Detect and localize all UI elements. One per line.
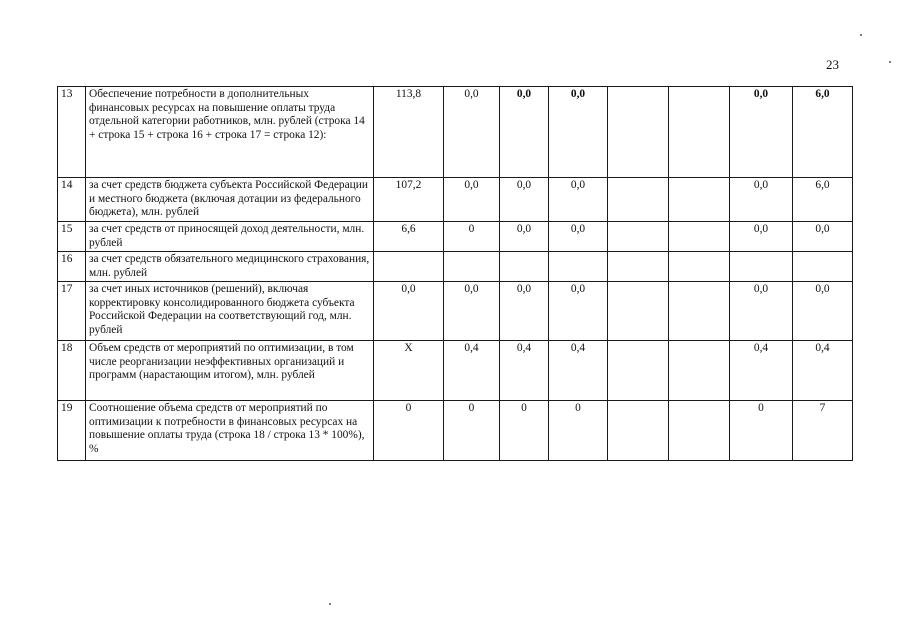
row-description: за счет средств обязательного медицинского страхования, млн. рублей — [86, 252, 374, 282]
value-cell: 0,0 — [374, 282, 444, 341]
table-row-15 — [58, 222, 853, 252]
value-cell: 0,0 — [549, 178, 608, 222]
value-cell — [444, 252, 500, 282]
value-cell — [730, 252, 793, 282]
value-cell: 7 — [793, 401, 853, 461]
value-cell: 0,0 — [500, 87, 549, 178]
value-cell — [793, 252, 853, 282]
value-cell — [669, 87, 730, 178]
value-cell: 0 — [500, 401, 549, 461]
row-description: Соотношение объема средств от мероприятий по оптимизации к потребности в финансовых ресурсах на повышение оплаты труда (строка 18 / строка 13 * 100%), % — [86, 401, 374, 461]
value-cell: 113,8 — [374, 87, 444, 178]
value-cell: 0,0 — [444, 87, 500, 178]
value-cell — [500, 252, 549, 282]
value-cell: 0 — [444, 222, 500, 252]
value-cell — [608, 401, 669, 461]
value-cell: 0,0 — [730, 87, 793, 178]
value-cell: 0,0 — [500, 222, 549, 252]
value-cell: 0,0 — [444, 282, 500, 341]
table-row-19 — [58, 401, 853, 461]
table-row-17 — [58, 282, 853, 341]
row-number: 14 — [58, 178, 86, 222]
row-number: 19 — [58, 401, 86, 461]
value-cell: 0,4 — [500, 341, 549, 401]
value-cell: 0 — [549, 401, 608, 461]
row-description: Объем средств от мероприятий по оптимизации, в том числе реорганизации неэффективных организаций и программ (нарастающим итогом), млн. рублей — [86, 341, 374, 401]
value-cell: 6,0 — [793, 87, 853, 178]
value-cell: 0,0 — [549, 282, 608, 341]
row-number: 16 — [58, 252, 86, 282]
scan-speck — [329, 603, 331, 605]
value-cell: 0,0 — [793, 222, 853, 252]
value-cell: 0,0 — [444, 178, 500, 222]
value-cell — [608, 87, 669, 178]
value-cell: 0,4 — [793, 341, 853, 401]
value-cell — [669, 222, 730, 252]
page-number: 23 — [826, 57, 839, 72]
table-row-14 — [58, 178, 853, 222]
row-description: за счет иных источников (решений), включая корректировку консолидированного бюджета субъекта Российской Федерации на соответствующий год, млн. рублей — [86, 282, 374, 341]
scan-speck — [860, 34, 862, 36]
row-number: 17 — [58, 282, 86, 341]
value-cell: 0 — [730, 401, 793, 461]
value-cell — [669, 282, 730, 341]
row-number: 13 — [58, 87, 86, 178]
value-cell — [608, 222, 669, 252]
row-description: Обеспечение потребности в дополнительных финансовых ресурсах на повышение оплаты труда отдельной категории работников, млн. рублей (строка 14 + строка 15 + строка 16 + строка 17 = строка 12): — [86, 87, 374, 178]
value-cell: 0 — [444, 401, 500, 461]
value-cell: 0,0 — [549, 87, 608, 178]
table-row-16 — [58, 252, 853, 282]
value-cell: 0,0 — [730, 178, 793, 222]
value-cell: 6,6 — [374, 222, 444, 252]
financing-table — [57, 86, 853, 461]
value-cell: 0,4 — [549, 341, 608, 401]
row-description: за счет средств от приносящей доход деятельности, млн. рублей — [86, 222, 374, 252]
value-cell — [549, 252, 608, 282]
value-cell — [608, 252, 669, 282]
value-cell: 0,0 — [730, 282, 793, 341]
value-cell: 107,2 — [374, 178, 444, 222]
table-row-13 — [58, 87, 853, 178]
value-cell: 0,4 — [444, 341, 500, 401]
value-cell: 0,0 — [549, 222, 608, 252]
value-cell: 0,0 — [793, 282, 853, 341]
value-cell — [669, 341, 730, 401]
value-cell: 0 — [374, 401, 444, 461]
value-cell: 0,4 — [730, 341, 793, 401]
row-number: 15 — [58, 222, 86, 252]
value-cell: Х — [374, 341, 444, 401]
table-row-18 — [58, 341, 853, 401]
value-cell — [608, 178, 669, 222]
value-cell: 0,0 — [500, 178, 549, 222]
value-cell: 0,0 — [500, 282, 549, 341]
value-cell — [669, 178, 730, 222]
value-cell: 0,0 — [730, 222, 793, 252]
value-cell: 6,0 — [793, 178, 853, 222]
row-description: за счет средств бюджета субъекта Российской Федерации и местного бюджета (включая дотации из федерального бюджета), млн. рублей — [86, 178, 374, 222]
row-number: 18 — [58, 341, 86, 401]
value-cell — [608, 282, 669, 341]
value-cell — [669, 252, 730, 282]
value-cell — [374, 252, 444, 282]
scan-speck — [889, 61, 891, 63]
value-cell — [669, 401, 730, 461]
value-cell — [608, 341, 669, 401]
